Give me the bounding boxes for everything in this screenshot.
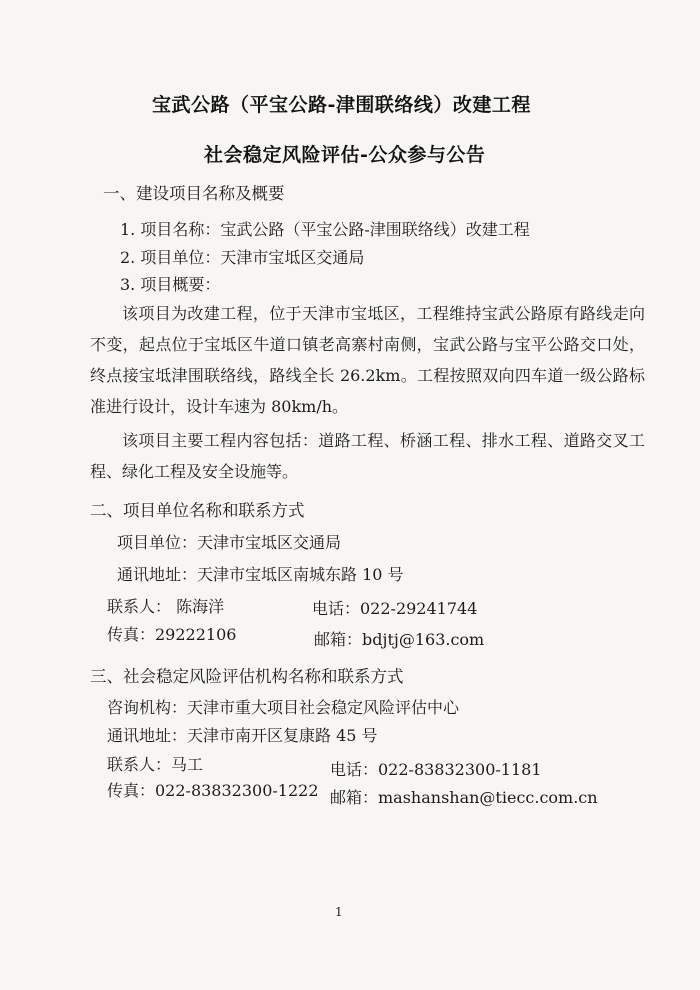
section3-address: 通讯地址：天津市南开区复康路 45 号 — [107, 726, 378, 745]
section2-contact: 联系人： 陈海洋 — [107, 597, 225, 616]
section3-contact: 联系人：马工 — [107, 755, 204, 774]
item-project-name: 1. 项目名称：宝武公路（平宝公路-津围联络线）改建工程 — [120, 220, 530, 239]
overview-paragraph: 该项目为改建工程，位于天津市宝坻区，工程维持宝武公路原有路线走向不变，起点位于宝坻区牛道口镇老高寨村南侧，宝武公路与宝平公路交口处，终点接宝坻津围联络线，路线全长 26.2km。工程按照双向四车道一级公路标准进行设计，设计车速为 80km/h。 — [90, 304, 645, 416]
item-project-unit: 2. 项目单位：天津市宝坻区交通局 — [120, 248, 365, 267]
title-line-1: 宝武公路（平宝公路-津围联络线）改建工程 — [152, 94, 531, 116]
section2-heading: 二、项目单位名称和联系方式 — [90, 501, 305, 520]
section2-fax: 传真：29222106 — [107, 625, 237, 644]
section1-heading: 一、建设项目名称及概要 — [103, 184, 285, 203]
section2-email: 邮箱：bdjtj@163.com — [314, 630, 485, 649]
section2-unit: 项目单位：天津市宝坻区交通局 — [117, 533, 342, 552]
section3-org: 咨询机构：天津市重大项目社会稳定风险评估中心 — [107, 698, 460, 717]
section3-phone: 电话：022-83832300-1181 — [330, 760, 542, 779]
item-project-overview: 3. 项目概要： — [120, 275, 221, 294]
section3-fax: 传真：022-83832300-1222 — [107, 781, 319, 800]
section2-phone: 电话：022-29241744 — [312, 599, 478, 618]
title-line-2: 社会稳定风险评估-公众参与公告 — [204, 144, 486, 166]
section3-heading: 三、社会稳定风险评估机构名称和联系方式 — [90, 667, 404, 686]
works-paragraph: 该项目主要工程内容包括：道路工程、桥涵工程、排水工程、道路交叉工程、绿化工程及安全设施等。 — [90, 431, 645, 481]
section3-email: 邮箱：mashanshan@tiecc.com.cn — [330, 788, 598, 807]
section2-address: 通讯地址：天津市宝坻区南城东路 10 号 — [117, 565, 404, 584]
page-number: 1 — [335, 905, 343, 919]
